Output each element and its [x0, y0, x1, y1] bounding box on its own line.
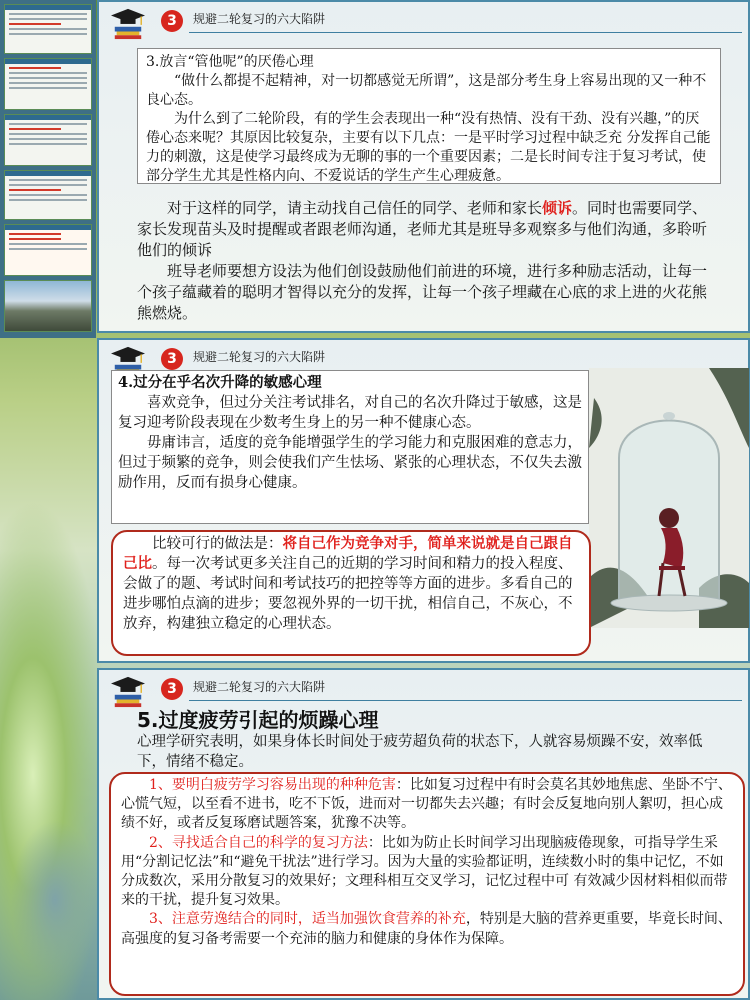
section-heading: 5.过度疲劳引起的烦躁心理	[137, 708, 379, 732]
slide-thumbnail-strip	[0, 0, 96, 338]
paragraph: 喜欢竞争，但过分关注考试排名，对自己的名次升降过于敏感，这是复习迎考阶段表现在少数考生身上的另一种不健康心态。	[118, 395, 582, 431]
highlight-text: 3、注意劳逸结合的同时，适当加强饮食营养的补充	[149, 911, 466, 928]
slide-thumbnail[interactable]	[4, 170, 92, 220]
section-heading: 4.过分在乎名次升降的敏感心理	[118, 374, 322, 391]
panel-header-title: 规避二轮复习的六大陷阱	[193, 680, 326, 694]
slide-panel-5	[97, 668, 750, 1000]
list-item: 1、要明白疲劳学习容易出现的种种危害：比如复习过程中有时会莫名其妙地焦虑、坐卧不宁、心慌气短，以至看不进书，吃不下饭，进而对一切都失去兴趣；有时会反复地向别人絮叨，担心成绩不好，或者反复琢磨试题答案，犹豫不决等。	[121, 777, 732, 832]
divider	[189, 700, 742, 701]
slide-panel-4	[97, 338, 750, 663]
panel-header-title: 规避二轮复习的六大陷阱	[193, 350, 326, 364]
slide-thumbnail-road[interactable]	[4, 280, 92, 332]
graduation-cap-icon	[109, 674, 147, 708]
slide-thumbnail[interactable]	[4, 58, 92, 110]
content-card	[111, 370, 589, 524]
advice-card	[111, 530, 591, 656]
list-item: 3、注意劳逸结合的同时，适当加强饮食营养的补充，特别是大脑的营养更重要，毕竟长时间、高强度的复习备考需要一个充沛的脑力和健康的身体作为保障。	[121, 911, 732, 947]
highlight-text: 将自己作为竞争对手，简单来说就是自己跟自己比	[123, 535, 573, 572]
slide-panel-3	[97, 0, 750, 333]
graduation-cap-icon	[109, 6, 147, 40]
highlight-text: 倾诉	[542, 199, 573, 217]
paragraph: 毋庸讳言，适度的竞争能增强学生的学习能力和克服困难的意志力，但过于频繁的竞争，则会使我们产生怯场、紧张的心理状态，不仅失去激励作用，反而有损身心健康。	[118, 435, 582, 491]
paragraph: 班导老师要想方设法为他们创设鼓励他们前进的环境，进行多种励志活动，让每一个孩子蕴藏着的聪明才智得以充分的发挥，让每一个孩子埋藏在心底的求上进的火花熊熊燃烧。	[137, 262, 708, 322]
highlight-text: 2、寻找适合自己的科学的复习方法	[149, 834, 368, 851]
list-item: 2、寻找适合自己的科学的复习方法：比如为防止长时间学习出现脑疲倦现象，可指导学生采用“分割记忆法”和“避免干扰法”进行学习。因为大量的实验都证明，连续数小时的集中记忆，不如分成数次，采用分散复习的效果好；文理科相互交叉学习，记忆过程中可 有效减少因材料相似而带来的干扰，提升复习效果。	[121, 834, 728, 909]
paragraph: 对于这样的同学，请主动找自己信任的同学、老师和家长倾诉。同时也需要同学、家长发现苗头及时提醒或者跟老师沟通，老师尤其是班导多观察多与他们沟通，多聆听他们的倾诉	[137, 199, 708, 259]
slide-thumbnail[interactable]	[4, 114, 92, 166]
section-number-badge: 3	[161, 10, 183, 32]
paragraph: 为什么到了二轮阶段，有的学生会表现出一种“没有热情、没有干劲、没有兴趣，”的厌倦心态来呢？其原因比较复杂，主要有以下几点：一是平时学习过程中缺乏充 分发挥自己能力的刺激，这是使学习最终成为无聊的事的一个重要因素；二是长时间专注于复习考试，使部分学生尤其是性格内向、不爱说话的学生产生心理疲惫。	[146, 111, 711, 184]
highlight-text: 1、要明白疲劳学习容易出现的种种危害	[149, 777, 396, 793]
panel-header-title: 规避二轮复习的六大陷阱	[193, 12, 326, 26]
panel-header	[99, 2, 748, 46]
slide-thumbnail[interactable]	[4, 4, 92, 54]
paragraph: “做什么都提不起精神，对一切都感觉无所谓”，这是部分考生身上容易出现的又一种不良心态。	[146, 73, 707, 108]
advice-card	[109, 772, 745, 996]
divider	[189, 32, 742, 33]
intro-text: 心理学研究表明，如果身体长时间处于疲劳超负荷的状态下，人就容易烦躁不安，效率低下，情绪不稳定。	[137, 734, 703, 770]
body-text	[137, 198, 721, 324]
section-number-badge: 3	[161, 348, 183, 370]
section-heading: 3.放言“管他呢”的厌倦心理	[146, 54, 314, 70]
background-leaf-blur	[10, 820, 100, 980]
section-number-badge: 3	[161, 678, 183, 700]
slide-thumbnail[interactable]	[4, 224, 92, 276]
paragraph: 比较可行的做法是：将自己作为竞争对手，简单来说就是自己跟自己比。每一次考试更多关注自己的近期的学习时间和精力的投入程度、会做了的题、考试时间和考试技巧的把控等等方面的进步。多看自己的进步哪怕点滴的进步；要忽视外界的一切干扰，相信自己，不灰心，不放弃，构建独立稳定的心理状态。	[123, 535, 573, 632]
content-card	[137, 48, 721, 184]
illustration-bell-jar	[589, 368, 749, 628]
